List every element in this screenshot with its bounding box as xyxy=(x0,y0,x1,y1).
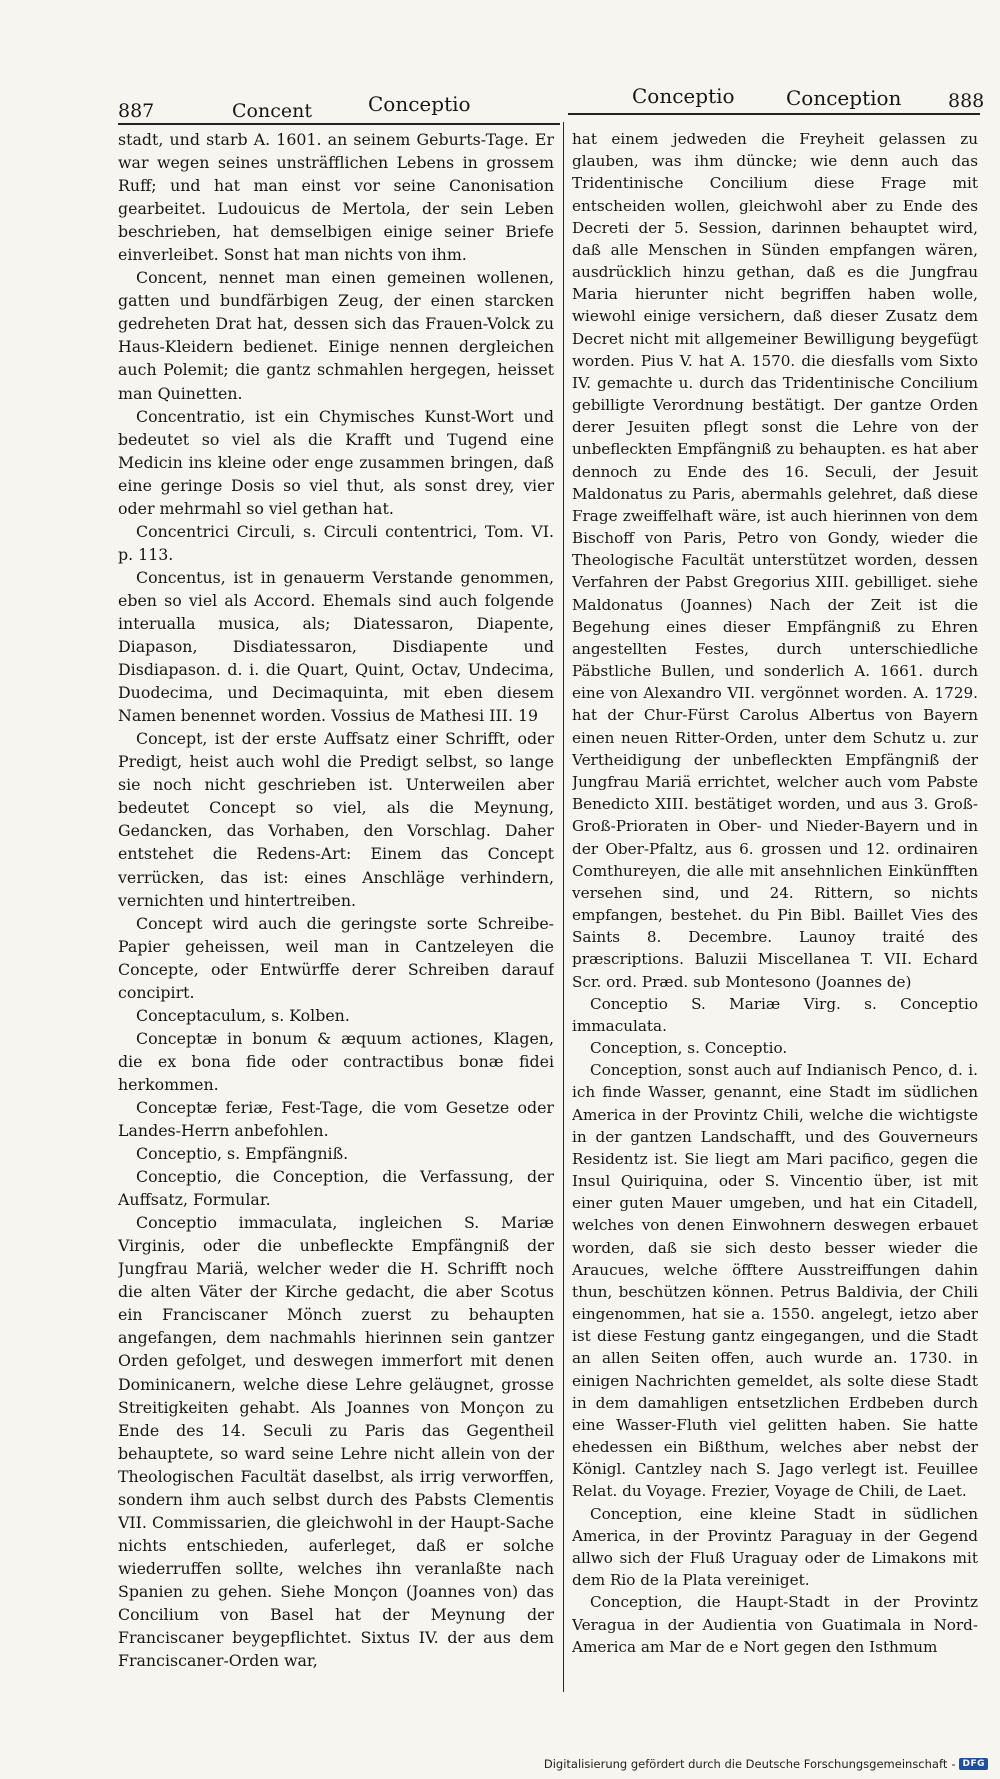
entry-paragraph: Conceptio immaculata, ingleichen S. Mariæ Virginis, oder die unbefleckte Empfängniß der Jungfrau Mariä, welcher weder die H. Schrifft noch die alten Väter der Kirche gedacht, die aber Scotus ein Franciscaner Mönch zuerst zu behaupten angefangen, dem nachmahls hierinnen sein gantzer Orden gefolget, und deswegen immerfort mit denen Dominicanern, welche diese Lehre geläugnet, grosse Streitigkeiten gehabt. Als Joannes von Monçon zu Ende des 14. Seculi zu Paris das Gegentheil behauptete, so ward seine Lehre nicht allein von der Theologischen Facultät daselbst, als irrig verworffen, sondern ihm auch selbst durch des Pabsts Clementis VII. Commissarien, die gleichwohl in der Haupt-Sache nichts entschieden, auferleget, daß er solche wiederruffen sollte, welches ihn veranlaßte nach Spanien zu gehen. Siehe Monçon (Joannes von) das Concilium von Basel hat der Meynung der Franciscaner beygepflichtet. Sixtus IV. der aus dem Franciscaner-Orden war, xyxy=(118,1213,554,1671)
right-column xyxy=(572,128,978,1688)
page-header xyxy=(0,82,1000,122)
entry-paragraph: Conception, s. Conceptio. xyxy=(590,1039,788,1058)
entry-paragraph: hat einem jedweden die Freyheit gelassen zu glauben, was ihm düncke; wie denn auch das Tridentinische Concilium diese Frage mit entscheiden wollen, gleichwohl aber zu Ende des Decreti der 5. Session, darinnen behauptet wird, daß alle Menschen in Sünden empfangen wären, ausdrücklich hinzu gethan, daß es die Jungfrau Maria hierunter nicht begriffen haben wolle, wiewohl einige versichern, daß dieser Zusatz dem Decret nicht mit allgemeiner Bewilligung beygefügt worden. Pius V. hat A. 1570. die diesfalls vom Sixto IV. gemachte u. durch das Tridentinische Concilium gebilligte Verordnung bestätigt. Der gantze Orden derer Jesuiten pflegt sonst die Lehre von der unbefleckten Empfängniß zu behaupten. es hat aber dennoch zu Ende des 16. Seculi, der Jesuit Maldonatus zu Paris, abermahls gelehret, daß diese Frage zweiffelhaft wäre, ist auch hierinnen von dem Bischoff von Paris, Petro von Gondy, wieder die Theologische Facultät unterstützet worden, dessen Verfahren der Pabst Gregorius XIII. gebilliget. siehe Maldonatus (Joannes) Nach der Zeit ist die Begehung eines dieser Empfängniß zu Ehren angestellten Festes, durch unterschiedliche Päbstliche Bullen, und sonderlich A. 1661. durch eine von Alexandro VII. vergönnet worden. A. 1729. hat der Chur-Fürst Carolus Albertus von Bayern einen neuen Ritter-Orden, unter dem Schutz u. zur Vertheidigung der unbefleckten Empfängniß der Jungfrau Mariä errichtet, welcher auch vom Pabste Benedicto XIII. bestätiget worden, und aus 3. Groß-Groß-Prioraten in Ober- und Nieder-Bayern und in der Ober-Pfaltz, aus 6. grossen und 12. ordinairen Comthureyen, die alle mit ansehnlichen Einkünfften versehen sind, und 24. Rittern, so nichts empfangen, bestehet. du Pin Bibl. Baillet Vies des Saints 8. Decembre. Launoy traité des præscriptions. Baluzii Miscellanea T. VII. Echard Scr. ord. Præd. sub Montesono (Joannes de) xyxy=(572,130,978,991)
entry-paragraph: Concept, ist der erste Auffsatz einer Schrifft, oder Predigt, heist auch wohl die Predigt selbst, so lange sie noch nicht geschrieben ist. Unterweilen aber bedeutet Concept so viel, als die Meynung, Gedancken, das Vorhaben, den Vorschlag. Daher entstehet die Redens-Art: Einem das Concept verrücken, das ist: eines Anschläge verhindern, vernichten und hintertreiben. xyxy=(118,729,554,910)
left-page-number: 887 xyxy=(118,100,155,122)
entry-paragraph: Conceptio, die Conception, die Verfassung, der Auffsatz, Formular. xyxy=(118,1167,554,1210)
credit-text: Digitalisierung gefördert durch die Deutsche Forschungsgemeinschaft xyxy=(543,1757,948,1771)
dfg-logo-icon: DFG xyxy=(959,1758,988,1770)
entry-paragraph: Conceptio S. Mariæ Virg. s. Conceptio immaculata. xyxy=(572,994,978,1035)
digitization-credit: Digitalisierung gefördert durch die Deutsche Forschungsgemeinschaft - DFG xyxy=(544,1757,988,1771)
entry-paragraph: Concept wird auch die geringste sorte Schreibe-Papier geheissen, weil man in Cantzeleyen die Concepte, oder Entwürffe derer Schreiben darauf concipirt. xyxy=(118,913,554,1002)
right-page-number: 888 xyxy=(948,90,985,112)
entry-paragraph: Concentratio, ist ein Chymisches Kunst-Wort und bedeutet so viel als die Krafft und Tugend eine Medicin ins kleine oder enge zusammen bringen, daß eine geringe Dosis so viel thut, als sonst drey, vier oder mehrmahl so viel gethan hat. xyxy=(118,406,554,518)
entry-paragraph: Concentrici Circuli, s. Circuli contentrici, Tom. VI. p. 113. xyxy=(118,521,554,564)
column-divider xyxy=(563,122,564,1692)
right-catchword-first: Conceptio xyxy=(632,84,735,108)
entry-paragraph: Conceptaculum, s. Kolben. xyxy=(136,1005,350,1025)
right-catchword-second: Conception xyxy=(786,86,902,110)
left-catchword-first: Concent xyxy=(232,100,312,122)
entry-paragraph: Conception, sonst auch auf Indianisch Penco, d. i. ich finde Wasser, genannt, eine Stadt im südlichen America in der Provintz Chili, welche die wichtigste in der gantzen Landschafft, und des Gouverneurs Residentz ist. Sie liegt am Mari pacifico, gegen die Insul Quiriquina, oder S. Vincentio über, ist mit einer guten Mauer umgeben, und hat ein Citadell, welches von denen Einwohnern deswegen erbauet worden, daß sie sich desto besser wieder die Araucues, welche öfftere Ausstreiffungen dahin thun, beschützen können. Petrus Baldivia, der Chili eingenommen, hat sie a. 1550. angelegt, ietzo aber ist diese Festung gantz eingegangen, und die Stadt an allen Seiten offen, auch wurde an. 1730. in einigen Nachrichten gemeldet, als solte diese Stadt in dem damahligen entsetzlichen Erdbeben durch eine Wasser-Fluth viel gelitten haben. Sie hatte ehedessen ein Bißthum, welches aber nebst der Königl. Cantzley nach S. Jago verlegt ist. Feuillee Relat. du Voyage. Frezier, Voyage de Chili, de Laet. xyxy=(572,1061,978,1501)
header-rule-left xyxy=(118,123,560,125)
entry-paragraph: Concentus, ist in genauerm Verstande genommen, eben so viel als Accord. Ehemals sind auch folgende interualla musica, als; Diatessaron, Diapente, Diapason, Disdiatessaron, Disdiapente und Disdiapason. d. i. die Quart, Quint, Octav, Undecima, Duodecima, und Decimaquinta, mit eben diesem Namen benennet worden. Vossius de Mathesi III. 19 xyxy=(118,567,554,726)
header-rule-right xyxy=(568,113,980,115)
left-catchword-second: Conceptio xyxy=(368,92,471,116)
entry-paragraph: Conceptæ feriæ, Fest-Tage, die vom Gesetze oder Landes-Herrn anbefohlen. xyxy=(118,1097,554,1141)
entry-paragraph: Conceptio, s. Empfängniß. xyxy=(136,1144,349,1164)
entry-paragraph: Conceptæ in bonum & æquum actiones, Klagen, die ex bona fide oder contractibus bonæ fidei herkommen. xyxy=(118,1028,554,1094)
left-column xyxy=(118,128,554,1688)
entry-paragraph: Conception, eine kleine Stadt in südlichen America, in der Provintz Paraguay in der Gegend allwo sich der Fluß Uraguay oder de Limakons mit dem Rio de la Plata vereiniget. xyxy=(572,1504,978,1590)
entry-paragraph: Concent, nennet man einen gemeinen wollenen, gatten und bundfärbigen Zeug, der einen starcken gedreheten Drat hat, dessen sich das Frauen-Volck zu Haus-Kleidern bedienet. Einige nennen dergleichen auch Polemit; die gantz schmahlen hergegen, heisset man Quinetten. xyxy=(118,268,554,403)
entry-paragraph: stadt, und starb A. 1601. an seinem Geburts-Tage. Er war wegen seines unsträfflichen Lebens in grossem Ruff; und hat man einst vor seine Canonisation gearbeitet. Ludouicus de Mertola, der sein Leben beschrieben, hat demselbigen einige seiner Briefe einverleibet. Sonst hat man nichts von ihm. xyxy=(118,130,554,265)
entry-paragraph: Conception, die Haupt-Stadt in der Provintz Veragua in der Audientia von Guatimala in Nord-America am Mar de e Nort gegen den Isthmum xyxy=(572,1593,978,1656)
